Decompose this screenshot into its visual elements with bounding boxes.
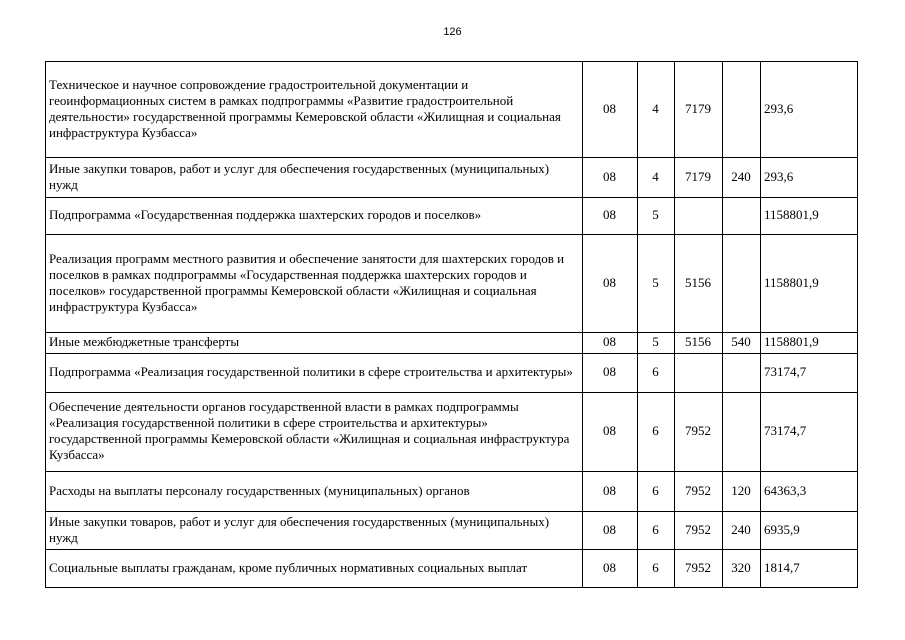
row-section: 08 [583,62,638,158]
row-target: 7952 [675,512,723,550]
page-number: 126 [443,26,462,38]
table-row [46,333,858,354]
row-target: 7179 [675,158,723,198]
row-subsection: 4 [638,158,675,198]
row-name: Обеспечение деятельности органов государственной власти в рамках подпрограммы «Реализация государственной политики в сфере строительства и архитектуры» государственной программы Кемеровской области «Жилищная и социальная инфраструктура Кузбасса» [46,393,583,472]
row-sum: 73174,7 [761,354,858,393]
row-section: 08 [583,550,638,588]
row-section: 08 [583,235,638,333]
row-type: 320 [723,550,761,588]
row-sum: 1158801,9 [761,235,858,333]
row-type [723,198,761,235]
row-sum: 1158801,9 [761,333,858,354]
row-subsection: 5 [638,235,675,333]
row-section: 08 [583,354,638,393]
table-row [46,472,858,512]
row-subsection: 6 [638,472,675,512]
budget-table [45,61,858,588]
row-type [723,393,761,472]
row-section: 08 [583,333,638,354]
row-sum: 1814,7 [761,550,858,588]
row-section: 08 [583,472,638,512]
table-row [46,235,858,333]
row-sum: 293,6 [761,62,858,158]
row-type [723,235,761,333]
row-name: Расходы на выплаты персоналу государственных (муниципальных) органов [46,472,583,512]
row-name: Подпрограмма «Реализация государственной политики в сфере строительства и архитектуры» [46,354,583,393]
row-type: 540 [723,333,761,354]
row-name: Реализация программ местного развития и обеспечение занятости для шахтерских городов и поселков в рамках подпрограммы «Государственная поддержка шахтерских городов и поселков» государственной программы Кемеровской области «Жилищная и социальная инфраструктура Кузбасса» [46,235,583,333]
row-subsection: 5 [638,333,675,354]
table-row [46,550,858,588]
row-name: Иные закупки товаров, работ и услуг для обеспечения государственных (муниципальных) нужд [46,158,583,198]
row-sum: 64363,3 [761,472,858,512]
row-type [723,354,761,393]
table-row [46,158,858,198]
row-sum: 73174,7 [761,393,858,472]
row-target: 5156 [675,235,723,333]
row-type: 240 [723,158,761,198]
row-type [723,62,761,158]
table-row [46,393,858,472]
row-subsection: 6 [638,354,675,393]
row-target: 7952 [675,550,723,588]
row-subsection: 6 [638,512,675,550]
row-section: 08 [583,393,638,472]
row-name: Иные межбюджетные трансферты [46,333,583,354]
row-target: 7952 [675,393,723,472]
table-row [46,354,858,393]
row-sum: 1158801,9 [761,198,858,235]
row-subsection: 6 [638,393,675,472]
row-section: 08 [583,158,638,198]
row-section: 08 [583,198,638,235]
row-name: Подпрограмма «Государственная поддержка шахтерских городов и поселков» [46,198,583,235]
row-type: 240 [723,512,761,550]
row-type: 120 [723,472,761,512]
row-target: 5156 [675,333,723,354]
row-section: 08 [583,512,638,550]
row-target [675,198,723,235]
row-target: 7179 [675,62,723,158]
row-sum: 293,6 [761,158,858,198]
row-name: Иные закупки товаров, работ и услуг для обеспечения государственных (муниципальных) нужд [46,512,583,550]
row-target [675,354,723,393]
row-subsection: 6 [638,550,675,588]
row-subsection: 5 [638,198,675,235]
row-name: Техническое и научное сопровождение градостроительной документации и геоинформационных систем в рамках подпрограммы «Развитие градостроительной деятельности» государственной программы Кемеровской области «Жилищная и социальная инфраструктура Кузбасса» [46,62,583,158]
row-subsection: 4 [638,62,675,158]
table-row [46,198,858,235]
table-row [46,62,858,158]
row-target: 7952 [675,472,723,512]
row-sum: 6935,9 [761,512,858,550]
row-name: Социальные выплаты гражданам, кроме публичных нормативных социальных выплат [46,550,583,588]
table-row [46,512,858,550]
